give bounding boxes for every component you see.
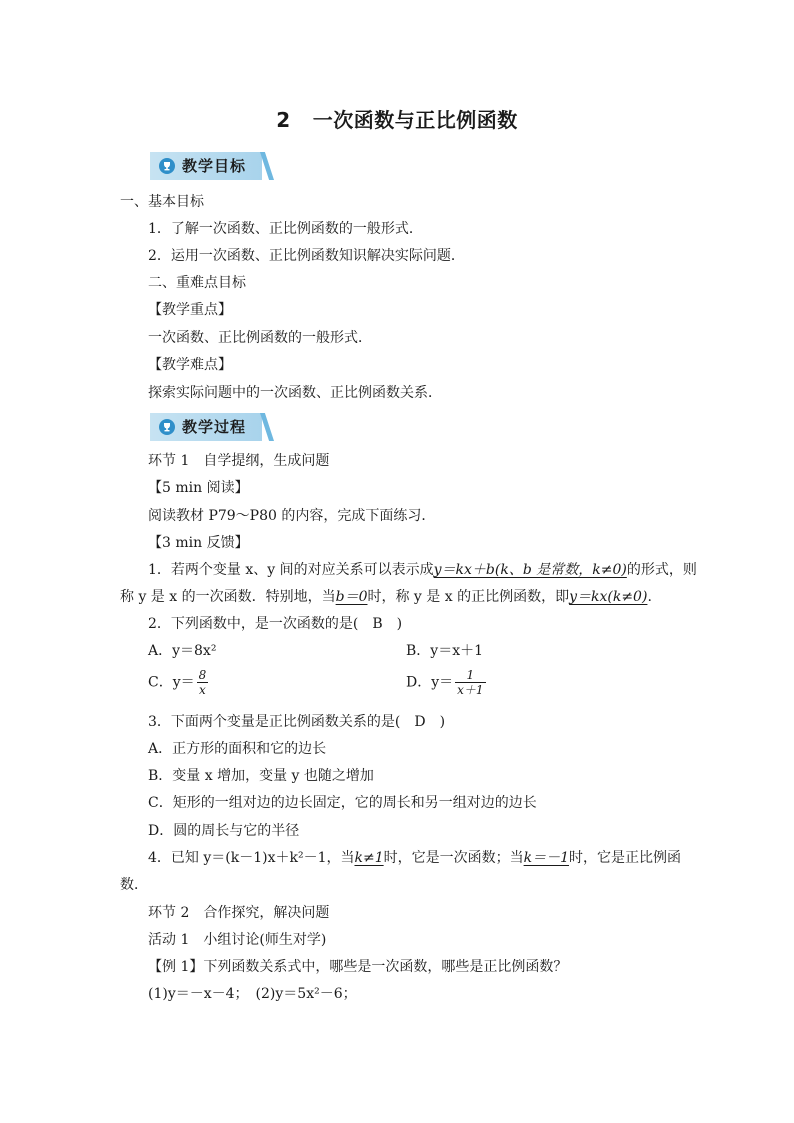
q4-text-b: 时，它是一次函数；当 [383,850,524,866]
q2-option-a: A．y＝8x² [148,643,217,659]
example-1-items: (1)y＝－x－4； (2)y＝5x²－6； [148,986,357,1002]
title-text: 一次函数与正比例函数 [312,108,518,132]
q4-answer-1: k≠1 [354,850,384,866]
activity-1-heading: 活动 1 小组讨论(师生对学) [148,932,327,948]
section-header-goals [150,152,272,180]
q2-d-prefix: D．y＝ [406,674,454,691]
q3-option-c: C．矩形的一组对边的边长固定，它的周长和另一组对边的边长 [148,795,537,811]
q2-d-fraction [455,668,485,697]
section-header-slant [260,152,274,180]
trophy-icon [159,158,175,174]
q2-c-fraction [197,668,209,697]
question-1-line-1 [148,560,697,580]
question-1-line-2 [120,587,652,607]
step-1-heading: 环节 1 自学提纲，生成问题 [148,453,330,469]
section-header-slant [260,413,274,441]
difficulty-text: 探索实际问题中的一次函数、正比例函数关系． [148,385,442,401]
q3-option-b: B．变量 x 增加，变量 y 也随之增加 [148,768,374,784]
section-label-goals: 教学目标 [182,157,247,175]
q2-option-d [406,668,486,697]
question-2: 2．下列函数中，是一次函数的是( B ) [148,616,403,632]
q1-text-c: 称 y 是 x 的一次函数．特别地，当 [120,589,336,605]
q1-answer-2: b＝0 [335,589,368,605]
reading-text: 阅读教材 P79～P80 的内容，完成下面练习． [148,508,436,524]
q2-c-prefix: C．y＝ [148,674,195,691]
q1-text-e: . [647,589,652,605]
q2-c-numerator: 8 [198,668,207,682]
q2-option-b: B．y＝x＋1 [406,643,483,659]
q1-answer-1: y＝kx＋b(k、b 是常数，k≠0) [433,562,627,578]
goals-item-2: 2．运用一次函数、正比例函数知识解决实际问题． [148,248,465,264]
question-4-line-2: 数． [120,877,148,893]
title-number: 2 [276,108,291,132]
q2-d-denominator: x＋1 [457,683,484,697]
trophy-icon [159,419,175,435]
difficulty-label: 【教学难点】 [148,357,232,373]
step-2-heading: 环节 2 合作探究，解决问题 [148,905,330,921]
q4-answer-2: k＝－1 [523,850,569,866]
goals-key-heading: 二、重难点目标 [148,275,246,291]
feedback-label: 【3 min 反馈】 [148,535,249,551]
q2-c-denominator: x [199,683,206,697]
question-4-line-1 [148,848,681,868]
focus-text: 一次函数、正比例函数的一般形式． [148,330,372,346]
section-label-process: 教学过程 [182,418,247,436]
focus-label: 【教学重点】 [148,302,232,318]
example-1: 【例 1】下列函数关系式中，哪些是一次函数，哪些是正比例函数？ [148,959,568,975]
goals-basic-heading: 一、基本目标 [120,194,204,210]
q3-option-d: D．圆的周长与它的半径 [148,823,300,839]
q1-answer-3: y＝kx(k≠0) [569,589,648,605]
goals-item-1: 1．了解一次函数、正比例函数的一般形式． [148,221,423,237]
q3-option-a: A．正方形的面积和它的边长 [148,741,327,757]
q1-text-b: 的形式，则 [626,562,697,578]
reading-label: 【5 min 阅读】 [148,480,249,496]
question-3: 3．下面两个变量是正比例函数关系的是( D ) [148,714,446,730]
q1-text-a: 1．若两个变量 x、y 间的对应关系可以表示成 [148,562,434,578]
q2-option-c [148,668,208,697]
q1-text-d: 时，称 y 是 x 的正比例函数，即 [367,589,570,605]
section-header-process [150,413,272,441]
q4-text-c: 时，它是正比例函 [569,850,681,866]
q4-text-a: 4．已知 y＝(k－1)x＋k²－1，当 [148,850,355,866]
q2-d-numerator: 1 [455,668,485,683]
page-title [0,104,794,133]
